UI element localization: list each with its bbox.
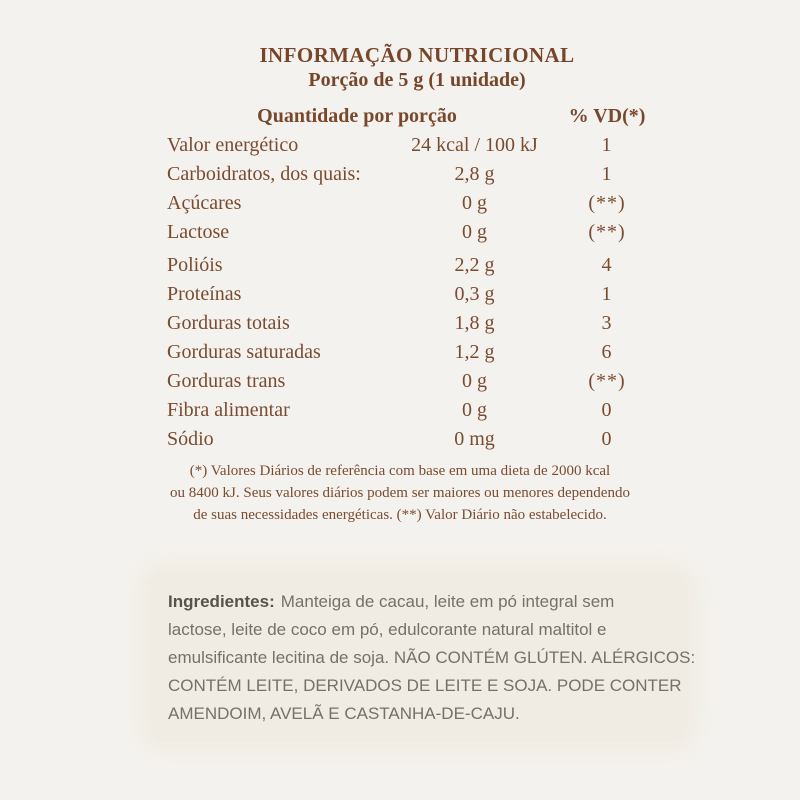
footnote-line: (*) Valores Diários de referência com base em uma dieta de 2000 kcal (189, 463, 611, 479)
table-row (167, 309, 667, 338)
nutrient-vd: 1 (601, 134, 613, 156)
nutrient-vd: 1 (601, 163, 613, 185)
table-row (167, 367, 667, 396)
nutrient-value: 0 g (462, 370, 487, 392)
ingredients-label: Ingredientes: (168, 592, 275, 611)
nutrient-label: Lactose (167, 221, 230, 243)
nutrient-vd: 4 (601, 254, 613, 276)
nutrient-label: Sódio (167, 428, 214, 450)
nutrient-label: Gorduras saturadas (167, 341, 321, 363)
nutrient-value: 24 kcal / 100 kJ (411, 134, 538, 156)
ingredients-line: emulsificante lecitina de soja. NÃO CONTÉM GLÚTEN. ALÉRGICOS: (168, 648, 696, 667)
nutrient-value: 2,2 g (454, 254, 495, 276)
ingredients-line (168, 588, 668, 616)
column-header-quantity: Quantidade por porção (257, 105, 457, 127)
table-header-row (167, 102, 667, 131)
table-row (167, 218, 667, 247)
ingredients-panel (148, 572, 696, 742)
nutrient-label: Gorduras totais (167, 312, 290, 334)
table-row (167, 251, 667, 280)
nutrient-vd: (**) (588, 192, 626, 214)
ingredients-line: lactose, leite de coco em pó, edulcorante natural maltitol e (168, 620, 607, 639)
nutrient-value: 2,8 g (454, 163, 495, 185)
nutrient-label: Carboidratos, dos quais: (167, 163, 361, 185)
table-row (167, 131, 667, 160)
serving-size: Porção de 5 g (1 unidade) (308, 69, 526, 91)
column-header-vd: % VD(*) (568, 105, 646, 127)
ingredients-line: CONTÉM LEITE, DERIVADOS DE LEITE E SOJA. PODE CONTER (168, 676, 682, 695)
table-row (167, 396, 667, 425)
nutrient-vd: (**) (588, 370, 626, 392)
ingredients-text: Manteiga de cacau, leite em pó integral sem (280, 592, 615, 611)
nutrient-value: 0 g (462, 192, 487, 214)
nutrient-label: Gorduras trans (167, 370, 286, 392)
table-row (167, 425, 667, 454)
footnote-line: ou 8400 kJ. Seus valores diários podem ser maiores ou menores dependendo (170, 485, 630, 501)
table-row (167, 189, 667, 218)
nutrient-value: 1,2 g (454, 341, 495, 363)
nutrient-vd: 0 (601, 428, 613, 450)
nutrition-table-body (167, 131, 667, 454)
nutrient-label: Açúcares (167, 192, 242, 214)
nutrient-value: 0 g (462, 399, 487, 421)
page-title: INFORMAÇÃO NUTRICIONAL (259, 43, 575, 67)
nutrition-facts-block (167, 0, 667, 454)
ingredients-line: AMENDOIM, AVELÃ E CASTANHA-DE-CAJU. (168, 704, 520, 723)
daily-values-footnote (0, 460, 800, 526)
nutrient-vd: 1 (601, 283, 613, 305)
nutrient-vd: 6 (601, 341, 613, 363)
table-row (167, 160, 667, 189)
nutrient-vd: 0 (601, 399, 613, 421)
nutrient-value: 0 g (462, 221, 487, 243)
nutrient-vd: (**) (588, 221, 626, 243)
nutrient-label: Proteínas (167, 283, 242, 305)
nutrient-value: 0,3 g (454, 283, 495, 305)
nutrient-label: Polióis (167, 254, 223, 276)
nutrient-label: Valor energético (167, 134, 299, 156)
table-row (167, 338, 667, 367)
nutrient-vd: 3 (601, 312, 613, 334)
nutrient-value: 1,8 g (454, 312, 495, 334)
footnote-line: de suas necessidades energéticas. (**) Valor Diário não estabelecido. (193, 507, 607, 523)
nutrient-value: 0 mg (454, 428, 495, 450)
nutrient-label: Fibra alimentar (167, 399, 290, 421)
table-row (167, 280, 667, 309)
